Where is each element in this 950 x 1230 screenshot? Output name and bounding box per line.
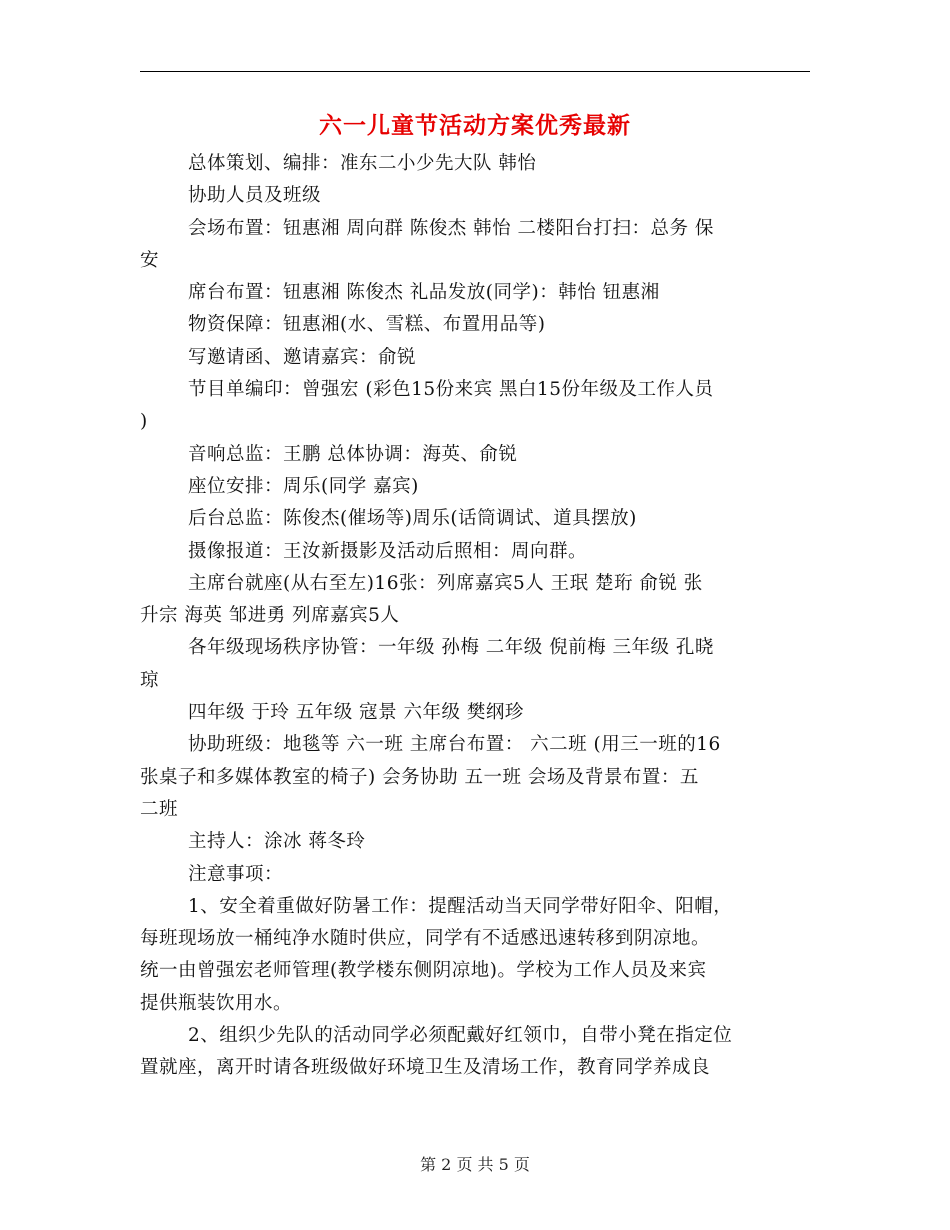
body-line: 席台布置：钮惠湘 陈俊杰 礼品发放(同学)：韩怡 钮惠湘 <box>188 282 660 304</box>
header-rule <box>140 71 810 72</box>
body-line: 统一由曾强宏老师管理(教学楼东侧阴凉地)。学校为工作人员及来宾 <box>140 960 707 982</box>
body-line: 总体策划、编排：准东二小少先大队 韩怡 <box>188 153 537 174</box>
body-line: 写邀请函、邀请嘉宾：俞锐 <box>188 346 417 368</box>
body-line: 音响总监：王鹏 总体协调：海英、俞锐 <box>188 443 518 465</box>
document-body <box>140 148 812 1085</box>
body-line: 每班现场放一桶纯净水随时供应，同学有不适感迅速转移到阴凉地。 <box>140 928 711 950</box>
body-line: 升宗 海英 邹进勇 列席嘉宾5人 <box>140 605 400 627</box>
body-line: 协助班级：地毯等 六一班 主席台布置： 六二班 (用三一班的16 <box>188 734 721 756</box>
body-line: 物资保障：钮惠湘(水、雪糕、布置用品等) <box>188 314 546 336</box>
body-line: 协助人员及班级 <box>188 185 322 207</box>
body-line: 座位安排：周乐(同学 嘉宾) <box>188 475 419 497</box>
body-line: 2、组织少先队的活动同学必须配戴好红领巾，自带小凳在指定位 <box>188 1025 733 1047</box>
body-line: 摄像报道：王汝新摄影及活动后照相：周向群。 <box>188 540 588 562</box>
body-line: 置就座，离开时请各班级做好环境卫生及清场工作，教育同学养成良 <box>140 1057 711 1079</box>
body-line: 张桌子和多媒体教室的椅子) 会务协助 五一班 会场及背景布置：五 <box>140 766 699 788</box>
body-line: 后台总监：陈俊杰(催场等)周乐(话筒调试、道具摆放) <box>188 508 637 530</box>
body-line: 1、安全着重做好防暑工作：提醒活动当天同学带好阳伞、阳帽， <box>188 895 733 917</box>
body-line: 琼 <box>140 669 160 691</box>
body-line: 节目单编印：曾强宏 (彩色15份来宾 黑白15份年级及工作人员 <box>188 379 714 401</box>
body-line: 注意事项： <box>188 863 284 885</box>
body-line: 主持人：涂冰 蒋冬玲 <box>188 831 366 853</box>
body-line: 安 <box>140 249 160 271</box>
body-line: 二班 <box>140 798 179 820</box>
body-line: 提供瓶装饮用水。 <box>140 992 293 1014</box>
body-line: 主席台就座(从右至左)16张：列席嘉宾5人 王珉 楚珩 俞锐 张 <box>188 572 703 594</box>
page-number: 第 2 页 共 5 页 <box>420 1155 530 1174</box>
body-line: 四年级 于玲 五年级 寇景 六年级 樊纲珍 <box>188 702 524 724</box>
document-title: 六一儿童节活动方案优秀最新 <box>319 112 631 139</box>
body-line: 各年级现场秩序协管：一年级 孙梅 二年级 倪前梅 三年级 孔晓 <box>188 637 714 659</box>
body-line: ) <box>140 411 148 433</box>
body-line: 会场布置：钮惠湘 周向群 陈俊杰 韩怡 二楼阳台打扫：总务 保 <box>188 217 714 239</box>
